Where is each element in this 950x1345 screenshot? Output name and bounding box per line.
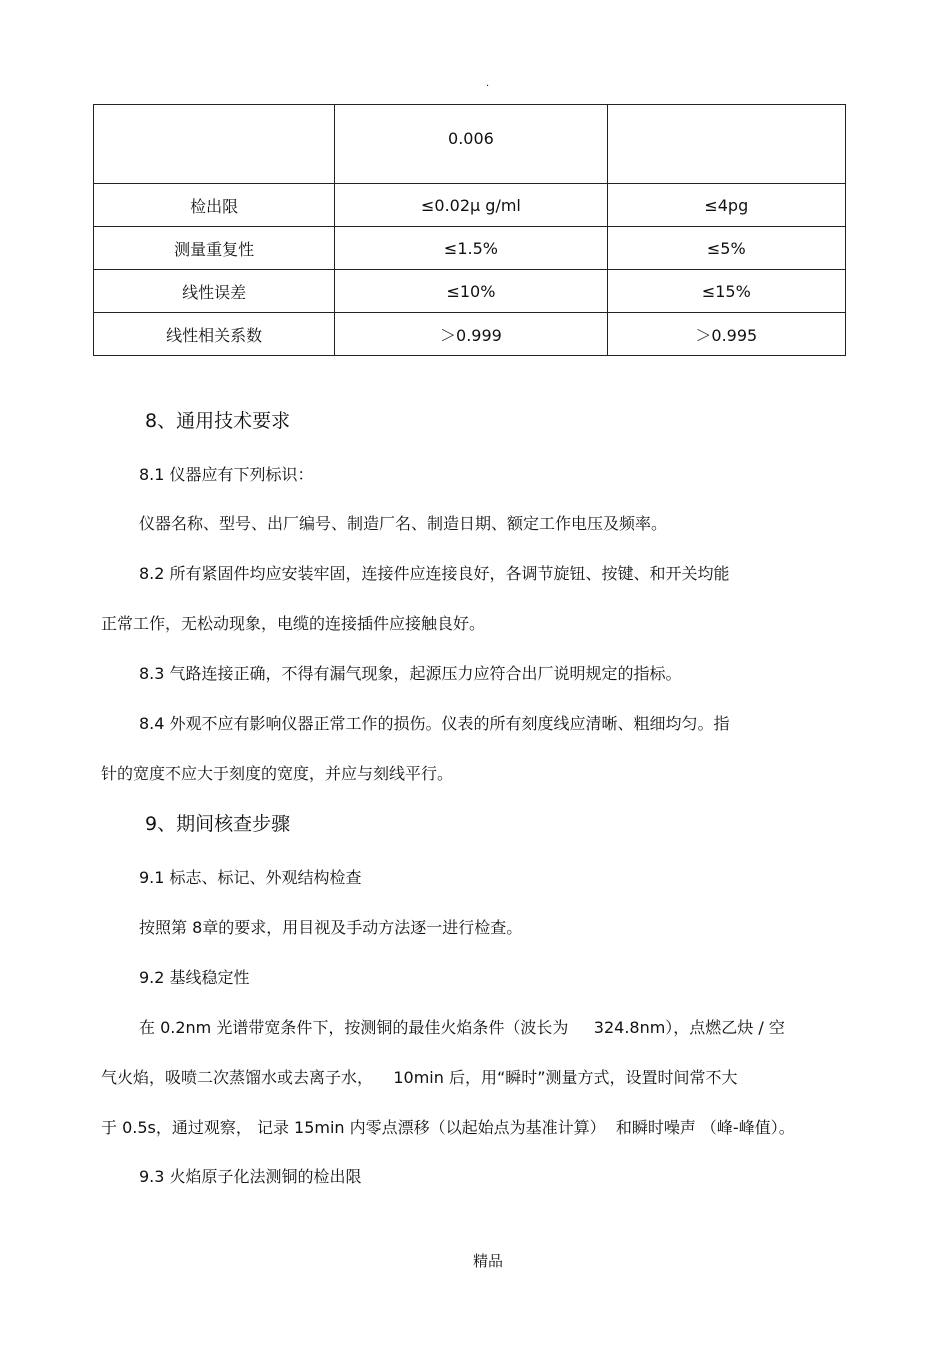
- paragraph: 在 0.2nm 光谱带宽条件下，按测铜的最佳火焰条件（波长为 324.8nm），点燃乙炔 / 空: [139, 1018, 785, 1037]
- table-cell: ≤1.5%: [335, 227, 607, 270]
- section-9-title: 9、期间核查步骤: [145, 813, 291, 835]
- table-cell: 检出限: [94, 184, 335, 227]
- spec-table: [93, 104, 846, 356]
- table-cell: ≤10%: [335, 270, 607, 313]
- table-cell: [94, 105, 335, 184]
- paragraph: 8.2 所有紧固件均应安装牢固，连接件应连接良好，各调节旋钮、按键、和开关均能: [139, 564, 730, 583]
- table-cell: [335, 105, 607, 184]
- table-cell: ≤4pg: [607, 184, 845, 227]
- table-row: [94, 227, 846, 270]
- header-mark: .: [486, 78, 490, 89]
- paragraph: 8.4 外观不应有影响仪器正常工作的损伤。仪表的所有刻度线应清晰、粗细均匀。指: [139, 714, 730, 733]
- paragraph: 按照第 8章的要求，用目视及手动方法逐一进行检查。: [139, 918, 523, 937]
- paragraph: 针的宽度不应大于刻度的宽度，并应与刻线平行。: [101, 764, 454, 783]
- section-8-title: 8、通用技术要求: [145, 410, 291, 432]
- table-row: [94, 105, 846, 184]
- table-cell: 线性相关系数: [94, 313, 335, 356]
- table-cell-text: 0.006: [448, 129, 494, 148]
- table-cell: ＞0.995: [607, 313, 845, 356]
- table-row: [94, 313, 846, 356]
- footer-label: 精品: [473, 1252, 504, 1270]
- paragraph: 9.3 火焰原子化法测铜的检出限: [139, 1167, 362, 1186]
- table-cell: 线性误差: [94, 270, 335, 313]
- paragraph: 气火焰，吸喷二次蒸馏水或去离子水， 10min 后，用“瞬时”测量方式，设置时间常不大: [101, 1068, 738, 1087]
- table-row: [94, 184, 846, 227]
- paragraph: 8.1 仪器应有下列标识：: [139, 465, 314, 484]
- table-cell: ≤0.02μ g/ml: [335, 184, 607, 227]
- paragraph: 8.3 气路连接正确，不得有漏气现象，起源压力应符合出厂说明规定的指标。: [139, 664, 682, 683]
- table-cell: [607, 105, 845, 184]
- paragraph: 9.2 基线稳定性: [139, 968, 250, 987]
- paragraph: 仪器名称、型号、出厂编号、制造厂名、制造日期、额定工作电压及频率。: [139, 514, 668, 533]
- paragraph: 于 0.5s，通过观察， 记录 15min 内零点漂移（以起始点为基准计算） 和瞬时噪声 （峰-峰值）。: [101, 1118, 795, 1137]
- table-cell: ＞0.999: [335, 313, 607, 356]
- table-cell: ≤5%: [607, 227, 845, 270]
- table-row: [94, 270, 846, 313]
- table-cell: ≤15%: [607, 270, 845, 313]
- paragraph: 9.1 标志、标记、外观结构检查: [139, 868, 362, 887]
- table-cell: 测量重复性: [94, 227, 335, 270]
- paragraph: 正常工作，无松动现象，电缆的连接插件应接触良好。: [101, 614, 486, 633]
